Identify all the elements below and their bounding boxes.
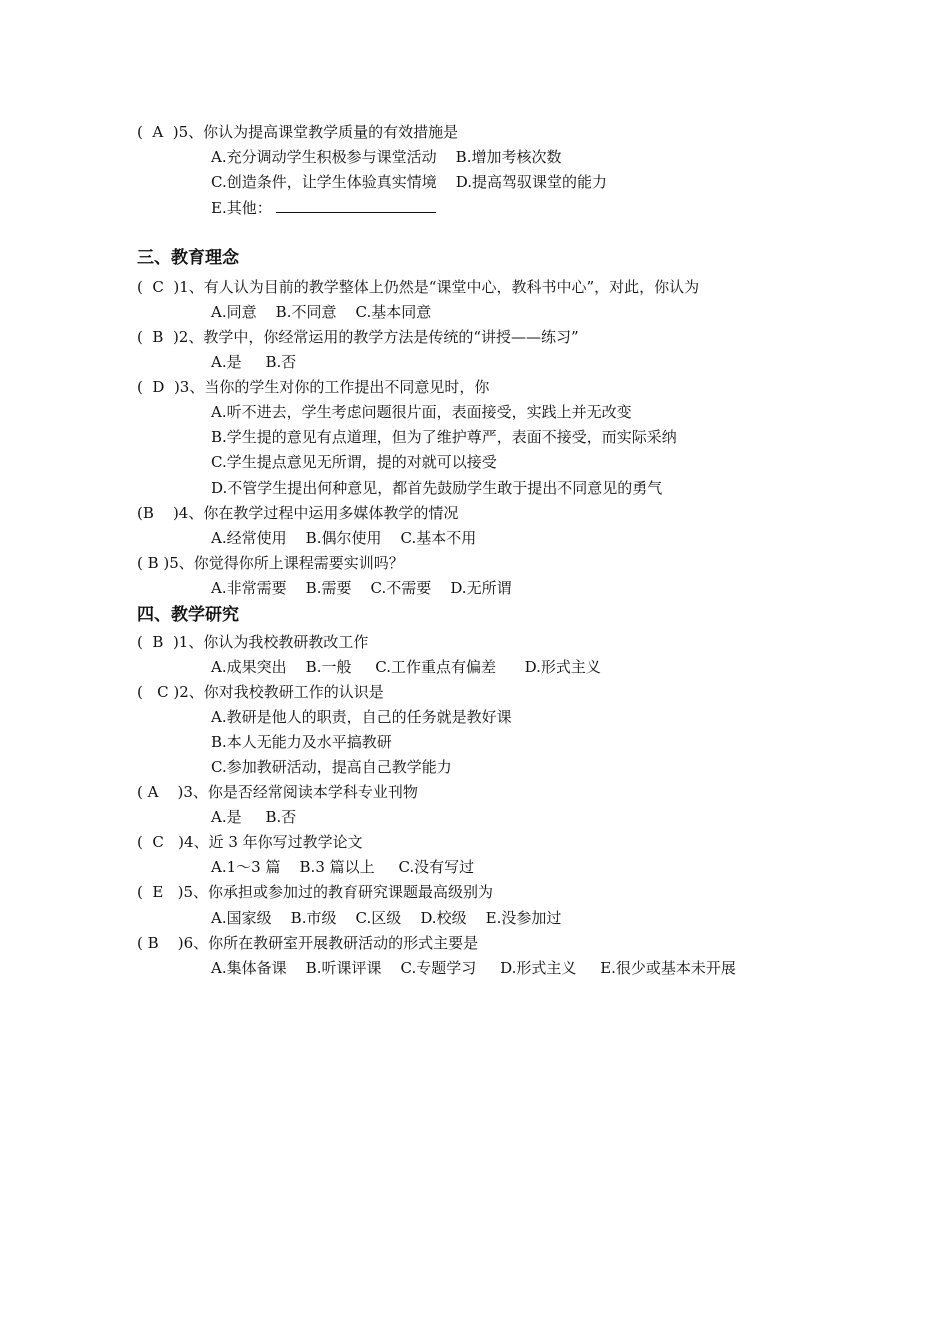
line-text: E.其他： [211, 199, 272, 217]
option-line [211, 757, 452, 777]
question-line [137, 553, 404, 573]
option-line [211, 427, 677, 447]
line-text: ( E )5、你承担或参加过的教育研究课题最高级别为 [137, 883, 494, 901]
line-text: A.教研是他人的职责，自己的任务就是教好课 [211, 708, 512, 726]
option-line [211, 172, 607, 192]
line-text: A.是 B.否 [211, 808, 297, 826]
line-text: (B )4、你在教学过程中运用多媒体教学的情况 [137, 504, 459, 522]
line-text: A.是 B.否 [211, 353, 297, 371]
line-text: 三、教育理念 [137, 248, 239, 268]
question-line [137, 377, 489, 397]
line-text: A.充分调动学生积极参与课堂活动 B.增加考核次数 [211, 148, 562, 166]
option-line [211, 857, 474, 877]
option-line [211, 402, 632, 422]
line-text: C.创造条件，让学生体验真实情境 D.提高驾驭课堂的能力 [211, 173, 608, 191]
option-line [211, 478, 662, 498]
question-line [137, 277, 699, 297]
line-text: D.不管学生提出何种意见，都首先鼓励学生敢于提出不同意见的勇气 [211, 479, 663, 497]
line-text: ( A )3、你是否经常阅读本学科专业刊物 [137, 783, 418, 801]
section-heading [137, 605, 239, 625]
option-line [211, 732, 392, 752]
line-text: ( B )6、你所在教研室开展教研活动的形式主要是 [137, 934, 479, 952]
line-text: A.集体备课 B.听课评课 C.专题学习 D.形式主义 E.很少或基本未开展 [211, 959, 736, 977]
fill-in-blank [276, 198, 436, 213]
option-line [211, 302, 431, 322]
line-text: ( B )2、教学中，你经常运用的教学方法是传统的“讲授——练习” [137, 328, 579, 346]
option-line [211, 198, 436, 218]
line-text: B.学生提的意见有点道理，但为了维护尊严，表面不接受，而实际采纳 [211, 428, 677, 446]
line-text: 四、教学研究 [137, 605, 239, 625]
section-heading [137, 248, 239, 268]
line-text: C.参加教研活动，提高自己教学能力 [211, 758, 452, 776]
line-text: A.经常使用 B.偶尔使用 C.基本不用 [211, 529, 477, 547]
question-line [137, 933, 478, 953]
question-line [137, 503, 458, 523]
question-line [137, 832, 363, 852]
line-text: A.同意 B.不同意 C.基本同意 [211, 303, 432, 321]
line-text: ( C )4、近 3 年你写过教学论文 [137, 833, 363, 851]
option-line [211, 578, 512, 598]
question-line [137, 122, 458, 142]
line-text: A.国家级 B.市级 C.区级 D.校级 E.没参加过 [211, 909, 562, 927]
option-line [211, 657, 601, 677]
line-text: ( D )3、当你的学生对你的工作提出不同意见时，你 [137, 378, 490, 396]
option-line [211, 452, 497, 472]
option-line [211, 147, 561, 167]
question-line [137, 882, 493, 902]
line-text: A.非常需要 B.需要 C.不需要 D.无所谓 [211, 579, 512, 597]
line-text: ( C )1、有人认为目前的教学整体上仍然是“课堂中心，教科书中心”，对此，你认为 [137, 278, 700, 296]
line-text: ( B )5、你觉得你所上课程需要实训吗？ [137, 554, 404, 572]
question-line [137, 327, 579, 347]
line-text: B.本人无能力及水平搞教研 [211, 733, 392, 751]
line-text: ( B )1、你认为我校教研教改工作 [137, 633, 369, 651]
line-text: C.学生提点意见无所谓，提的对就可以接受 [211, 453, 497, 471]
question-line [137, 632, 368, 652]
line-text: ( A )5、你认为提高课堂教学质量的有效措施是 [137, 123, 459, 141]
line-text: ( C )2、你对我校教研工作的认识是 [137, 683, 384, 701]
question-line [137, 782, 418, 802]
line-text: A.成果突出 B.一般 C.工作重点有偏差 D.形式主义 [211, 658, 601, 676]
option-line [211, 807, 296, 827]
option-line [211, 908, 561, 928]
option-line [211, 707, 512, 727]
question-line [137, 682, 384, 702]
option-line [211, 958, 736, 978]
option-line [211, 528, 476, 548]
line-text: A.1～3 篇 B.3 篇以上 C.没有写过 [211, 858, 475, 876]
line-text: A.听不进去，学生考虑问题很片面，表面接受，实践上并无改变 [211, 403, 632, 421]
option-line [211, 352, 296, 372]
